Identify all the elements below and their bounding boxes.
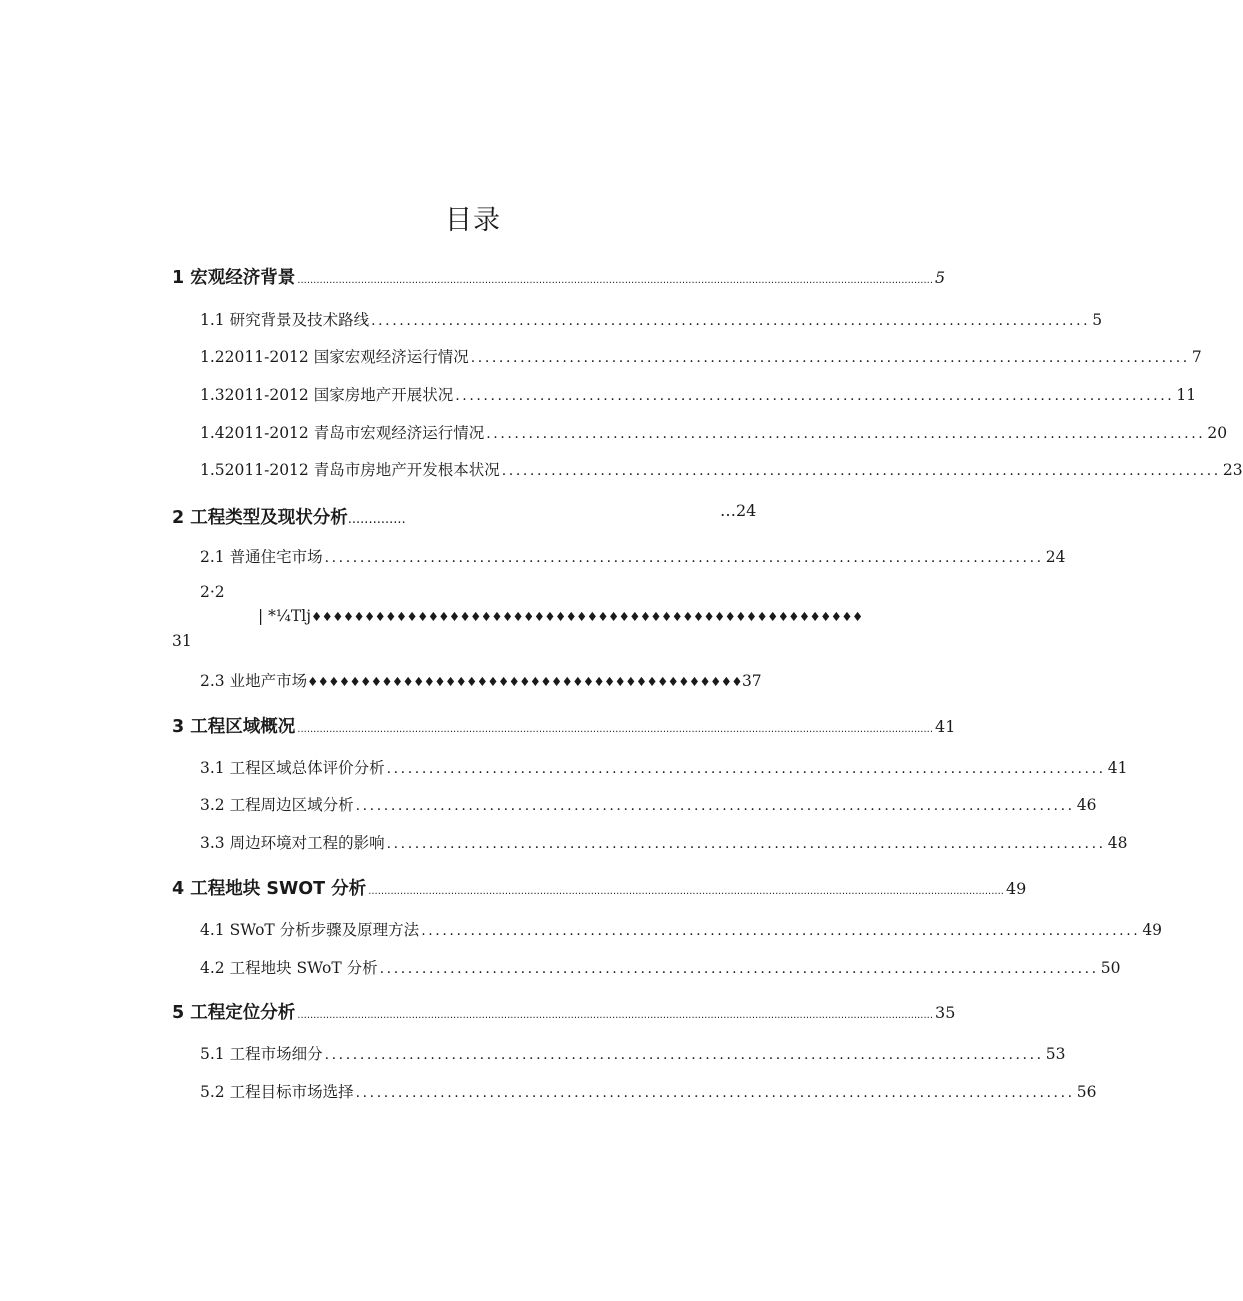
toc-section-label: 1.1 研究背景及技术路线 — [200, 311, 370, 329]
toc-page-number: 11 — [1176, 386, 1197, 404]
dot-leader: ...................................................................................................... — [324, 1047, 1044, 1063]
toc-page-number: 41 — [935, 717, 956, 736]
toc-section-label: 3.2 工程周边区域分析 — [200, 796, 354, 814]
toc-title: 目录 — [445, 205, 501, 236]
toc-section-3-2[interactable] — [200, 793, 1097, 815]
dot-leader: ........................................................................................................................................................................................................ — [297, 1010, 934, 1021]
toc-page-number: 53 — [1045, 1045, 1066, 1063]
toc-page-number: 23 — [1222, 461, 1243, 479]
dot-leader: ...................................................................................................... — [324, 550, 1044, 566]
toc-section-1-1[interactable] — [200, 308, 1103, 330]
dot-leader: ...................................................................................................... — [386, 836, 1106, 852]
dot-leader: ...................................................................................................... — [455, 388, 1175, 404]
toc-page-number: 41 — [1107, 759, 1128, 777]
dot-leader: ...................................................................................................... — [386, 761, 1106, 777]
toc-section-label: 4.1 SWoT 分析步骤及原理方法 — [200, 921, 420, 939]
toc-page-number: 24 — [1045, 548, 1066, 566]
toc-section-label: 5.1 工程市场细分 — [200, 1045, 323, 1063]
toc-chapter-1[interactable] — [172, 264, 946, 289]
toc-chapter-5[interactable] — [172, 999, 956, 1024]
toc-page-number: …24 — [720, 501, 757, 520]
toc-section-label: 1.52011-2012 青岛市房地产开发根本状况 — [200, 461, 500, 479]
toc-section-1-2[interactable] — [200, 345, 1202, 367]
toc-section-label: 4.2 工程地块 SWoT 分析 — [200, 959, 378, 977]
dot-leader: ...................................................................................................... — [486, 426, 1206, 442]
toc-page-number: 31 — [172, 632, 192, 650]
toc-page-number: 49 — [1005, 879, 1027, 898]
toc-section-label: 3.1 工程区域总体评价分析 — [200, 759, 385, 777]
toc-chapter-label: 2 工程类型及现状分析 — [172, 508, 348, 528]
toc-chapter-label: 5 工程定位分析 — [172, 1003, 296, 1023]
dot-leader: ...................................................................................................... — [470, 350, 1190, 366]
toc-page-number: 7 — [1191, 348, 1202, 366]
toc-section-2-3[interactable] — [200, 669, 762, 691]
toc-section-3-1[interactable] — [200, 756, 1128, 778]
toc-page-number: 56 — [1076, 1083, 1097, 1101]
toc-section-label: 1.22011-2012 国家宏观经济运行情况 — [200, 348, 469, 366]
dot-leader: ...................................................................................................... — [421, 923, 1141, 939]
toc-section-1-3[interactable] — [200, 383, 1197, 405]
dot-leader: ...................................................................................................... — [355, 1085, 1075, 1101]
toc-chapter-label: 3 工程区域概况 — [172, 717, 296, 737]
toc-page-number: 35 — [935, 1003, 956, 1022]
dot-leader: ...................................................................................................... — [355, 798, 1075, 814]
toc-page-number: 20 — [1207, 424, 1228, 442]
toc-section-label: | *¼Tlj — [258, 607, 312, 625]
dot-leader: .............. — [347, 512, 406, 527]
dot-leader: ...................................................................................................... — [371, 313, 1091, 329]
diamond-leader: ♦♦♦♦♦♦♦♦♦♦♦♦♦♦♦♦♦♦♦♦♦♦♦♦♦♦♦♦♦♦♦♦♦♦♦♦♦♦♦♦♦ — [307, 674, 742, 689]
toc-section-1-4[interactable] — [200, 421, 1228, 443]
toc-page-number: 37 — [741, 672, 762, 690]
toc-page-number: 50 — [1100, 959, 1121, 977]
toc-chapter-3[interactable] — [172, 713, 956, 738]
dot-leader: ...................................................................................................... — [379, 961, 1099, 977]
toc-section-label: 5.2 工程目标市场选择 — [200, 1083, 354, 1101]
toc-section-label: 3.3 周边环境对工程的影响 — [200, 834, 385, 852]
diamond-leader: ♦♦♦♦♦♦♦♦♦♦♦♦♦♦♦♦♦♦♦♦♦♦♦♦♦♦♦♦♦♦♦♦♦♦♦♦♦♦♦♦♦♦♦♦♦♦♦♦♦♦♦♦ — [311, 609, 863, 624]
toc-section-5-2[interactable] — [200, 1080, 1097, 1102]
toc-section-2-2[interactable] — [258, 607, 863, 625]
toc-section-label: 2.1 普通住宅市场 — [200, 548, 323, 566]
toc-section-4-1[interactable] — [200, 918, 1163, 940]
dot-leader: ........................................................................................................................................................................................................ — [297, 275, 934, 286]
toc-page-number: 48 — [1107, 834, 1128, 852]
dot-leader: ........................................................................................................................................................................................................ — [368, 886, 1004, 897]
toc-page-number: 46 — [1076, 796, 1097, 814]
toc-section-label: 1.42011-2012 青岛市宏观经济运行情况 — [200, 424, 485, 442]
toc-section-2-2-number: 2·2 — [200, 583, 225, 601]
toc-chapter-label: 4 工程地块 SWOT 分析 — [172, 879, 367, 899]
toc-section-label: 2.3 业地产市场 — [200, 672, 308, 690]
toc-chapter-2[interactable] — [172, 504, 406, 529]
dot-leader: ........................................................................................................................................................................................................ — [297, 724, 934, 735]
toc-section-4-2[interactable] — [200, 956, 1121, 978]
toc-chapter-label: 1 宏观经济背景 — [172, 268, 296, 288]
toc-page-number: 5 — [935, 268, 946, 287]
toc-section-2-1[interactable] — [200, 545, 1066, 567]
toc-section-label: 1.32011-2012 国家房地产开展状况 — [200, 386, 454, 404]
toc-section-5-1[interactable] — [200, 1042, 1066, 1064]
toc-section-1-5[interactable] — [200, 458, 1243, 480]
toc-page-number: 5 — [1092, 311, 1103, 329]
toc-page-number: 49 — [1142, 921, 1163, 939]
toc-section-3-3[interactable] — [200, 831, 1128, 853]
toc-chapter-4[interactable] — [172, 875, 1027, 900]
dot-leader: ...................................................................................................... — [501, 463, 1221, 479]
